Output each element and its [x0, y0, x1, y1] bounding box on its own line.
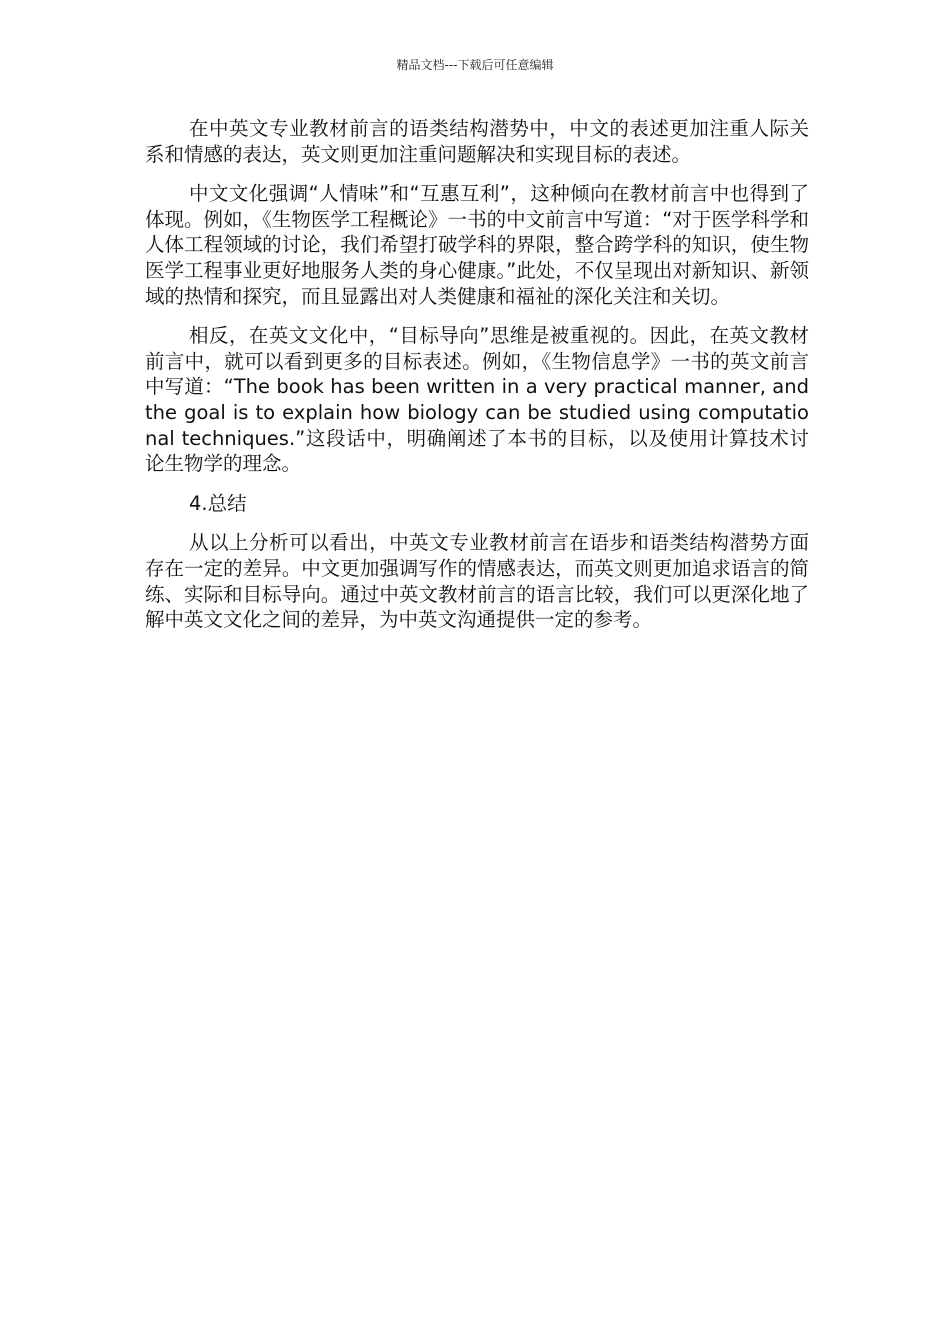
paragraph-intro: 在中英文专业教材前言的语类结构潜势中，中文的表述更加注重人际关系和情感的表达，英文则更加注重问题解决和实现目标的表述。: [145, 117, 809, 166]
page-header-note: 精品文档---下载后可任意编辑: [396, 58, 554, 72]
paragraph-chinese-culture: 中文文化强调“人情味”和“互惠互利”，这种倾向在教材前言中也得到了体现。例如，《生物医学工程概论》一书的中文前言中写道：“对于医学科学和人体工程领域的讨论，我们希望打破学科的界限，整合跨学科的知识，使生物医学工程事业更好地服务人类的身心健康。”此处，不仅呈现出对新知识、新领域的热情和探究，而且显露出对人类健康和福祉的深化关注和关切。: [145, 182, 809, 308]
section-heading-summary: 4.总结: [189, 491, 247, 515]
paragraph-summary: 从以上分析可以看出，中英文专业教材前言在语步和语类结构潜势方面存在一定的差异。中文更加强调写作的情感表达，而英文则更加追求语言的简练、实际和目标导向。通过中英文教材前言的语言比较，我们可以更深化地了解中英文文化之间的差异，为中英文沟通提供一定的参考。: [145, 531, 809, 632]
document-body: [145, 116, 809, 647]
paragraph-english-culture: 相反，在英文文化中，“目标导向”思维是被重视的。因此，在英文教材前言中，就可以看到更多的目标表述。例如，《生物信息学》一书的英文前言中写道：“The book has been written in a very practical manner, and the goal is to explain how biology can be studied using computational techniques.”这段话中，明确阐述了本书的目标，以及使用计算技术讨论生物学的理念。: [145, 324, 809, 476]
